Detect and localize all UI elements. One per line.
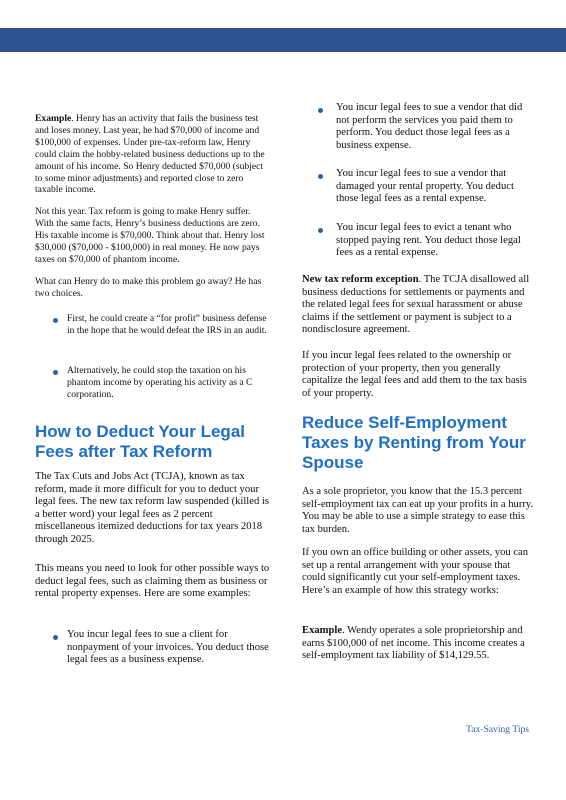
means-paragraph: This means you need to look for other possible ways to deduct legal fees, such as claiming them as business or rental property expenses. Here are some examples: (35, 563, 270, 600)
choice-item: Alternatively, he could stop the taxation on his phantom income by operating his activity as a C corporation. (67, 365, 253, 400)
sole-proprietor-paragraph: As a sole proprietor, you know that the 15.3 percent self-employment tax can eat up your profits in a hurry. You may be able to use a simple strategy to ease this tax burden. (302, 486, 534, 535)
example-henry-paragraph (35, 113, 271, 196)
bullet-icon (318, 108, 323, 113)
what-can-henry-paragraph: What can Henry do to make this problem go away? He has two choices. (35, 276, 262, 299)
example-henry-text: . Henry has an activity that fails the business test and loses money. Last year, he had $70,000 of income and $100,000 of expenses. Under pre-tax-reform law, Henry could claim the hobby-related business deductions up to the amount of his income. So Henry deducted $70,000 (subject to some minor adjustments) and reported close to zero taxable income. (35, 113, 265, 196)
legal-fee-item: You incur legal fees to evict a tenant who stopped paying rent. You deduct those legal fees as a rental expense. (336, 222, 521, 259)
bullet-icon (53, 318, 58, 323)
exception-text: . The TCJA disallowed all business deductions for settlements or payments and the related legal fees for sexual harassment or abuse claims if the settlement or payment is subject to a nondisclosure agreement. (302, 274, 530, 336)
example-wendy-text: . Wendy operates a sole proprietorship and earns $100,000 of net income. This income creates a self-employment tax liability of $14,129.55. (302, 625, 525, 662)
example-label: Example (35, 113, 72, 124)
legal-fee-item: You incur legal fees to sue a vendor that damaged your rental property. You deduct those legal fees as a rental expense. (336, 168, 514, 205)
header-band (0, 28, 566, 52)
not-this-year-paragraph: Not this year. Tax reform is going to make Henry suffer. With the same facts, Henry’s business deductions are zero. His taxable income is $70,000. Think about that. Henry lost $30,000 ($70,000 - $100,000) in real money. He now pays taxes on $70,000 of phantom income. (35, 206, 265, 265)
choice-item: First, he could create a “for profit” business defense in the hope that he would defeat the IRS in an audit. (67, 313, 267, 336)
bullet-icon (318, 174, 323, 179)
bullet-icon (53, 635, 58, 640)
bullet-icon (53, 370, 58, 375)
ownership-paragraph: If you incur legal fees related to the ownership or protection of your property, then you generally capitalize the legal fees and add them to the tax basis of your property. (302, 350, 527, 399)
legal-fee-item: You incur legal fees to sue a client for nonpayment of your invoices. You deduct those legal fees as a business expense. (67, 629, 269, 666)
bullet-icon (318, 228, 323, 233)
tcja-paragraph: The Tax Cuts and Jobs Act (TCJA), known as tax reform, made it more difficult for you to deduct your legal fees. The new tax reform law suspended (killed is a better word) your legal fees as 2 percent miscellaneous itemized deductions for tax years 2018 through 2025. (35, 471, 269, 545)
office-building-paragraph: If you own an office building or other assets, you can set up a rental arrangement with your spouse that could significantly cut your self-employment taxes. Here’s an example of how this strategy works: (302, 547, 529, 596)
example-wendy-paragraph (302, 625, 534, 663)
heading-self-employment: Reduce Self-Employment Taxes by Renting from Your Spouse (302, 413, 526, 472)
heading-legal-fees: How to Deduct Your Legal Fees after Tax Reform (35, 422, 245, 461)
footer-tax-saving-tips: Tax-Saving Tips (466, 724, 530, 735)
legal-fee-item: You incur legal fees to sue a vendor that did not perform the services you paid them to perform. You deduct those legal fees as a business expense. (336, 102, 523, 151)
exception-label: New tax reform exception (302, 274, 419, 285)
example-label: Example (302, 625, 343, 636)
exception-paragraph (302, 274, 534, 337)
